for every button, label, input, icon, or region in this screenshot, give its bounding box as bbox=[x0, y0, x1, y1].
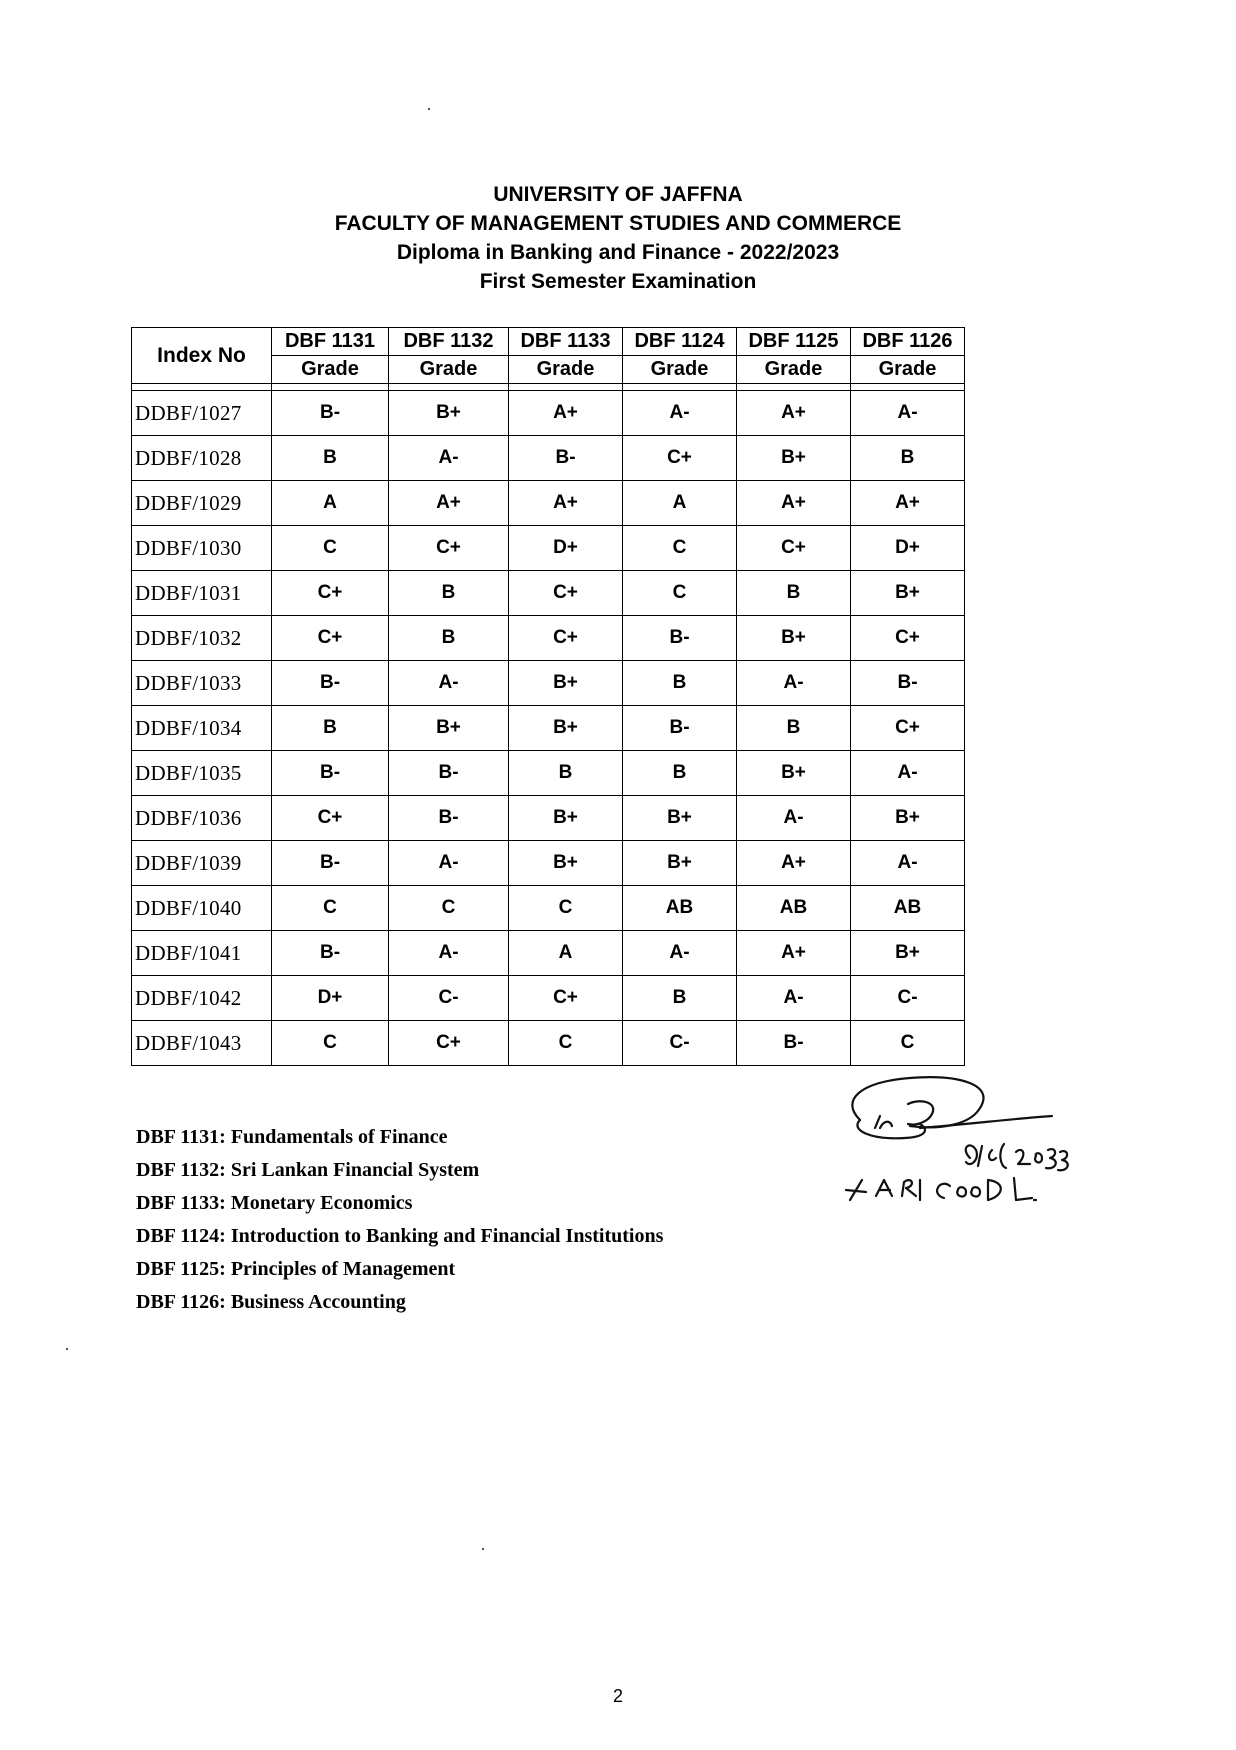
spacer-cell bbox=[132, 384, 272, 391]
grade-cell: D+ bbox=[272, 976, 389, 1021]
grade-cell: C+ bbox=[509, 571, 623, 616]
grade-cell: D+ bbox=[851, 526, 965, 571]
grade-cell: AB bbox=[737, 886, 851, 931]
programme-title: Diploma in Banking and Finance - 2022/2023 bbox=[396, 241, 840, 264]
grade-cell: C+ bbox=[851, 706, 965, 751]
grade-cell: A- bbox=[389, 931, 509, 976]
grade-cell: C bbox=[509, 886, 623, 931]
grade-header: Grade bbox=[509, 356, 623, 384]
grade-cell: B+ bbox=[851, 571, 965, 616]
grade-cell: A- bbox=[737, 976, 851, 1021]
grade-cell: B bbox=[389, 571, 509, 616]
grade-cell: B+ bbox=[509, 706, 623, 751]
grade-cell: A bbox=[272, 481, 389, 526]
grade-cell: B bbox=[623, 751, 737, 796]
course-header: DBF 1124 bbox=[623, 328, 737, 356]
index-no-cell: DDBF/1039 bbox=[132, 841, 272, 886]
grade-cell: B+ bbox=[623, 796, 737, 841]
legend-item: DBF 1133: Monetary Economics bbox=[136, 1192, 413, 1214]
grade-cell: B+ bbox=[737, 616, 851, 661]
exam-title: First Semester Examination bbox=[479, 270, 757, 293]
grade-cell: B- bbox=[272, 841, 389, 886]
grade-cell: A- bbox=[623, 931, 737, 976]
grade-cell: C bbox=[623, 526, 737, 571]
spacer-cell bbox=[851, 384, 965, 391]
grade-cell: A- bbox=[389, 436, 509, 481]
results-table bbox=[131, 327, 965, 1066]
course-header-row bbox=[132, 328, 965, 356]
grade-cell: A- bbox=[623, 391, 737, 436]
index-no-cell: DDBF/1041 bbox=[132, 931, 272, 976]
grade-cell: C+ bbox=[851, 616, 965, 661]
faculty-name: FACULTY OF MANAGEMENT STUDIES AND COMMERCE bbox=[334, 212, 902, 235]
page-number: 2 bbox=[612, 1686, 623, 1706]
grade-cell: B bbox=[737, 706, 851, 751]
grade-cell: B- bbox=[272, 751, 389, 796]
table-row bbox=[132, 931, 965, 976]
grade-cell: AB bbox=[623, 886, 737, 931]
spacer-cell bbox=[389, 384, 509, 391]
index-no-cell: DDBF/1043 bbox=[132, 1021, 272, 1066]
grade-cell: C- bbox=[851, 976, 965, 1021]
grade-cell: C bbox=[272, 526, 389, 571]
legend-item: DBF 1131: Fundamentals of Finance bbox=[136, 1126, 448, 1148]
grade-cell: B bbox=[851, 436, 965, 481]
table-row bbox=[132, 571, 965, 616]
table-row bbox=[132, 661, 965, 706]
index-no-cell: DDBF/1032 bbox=[132, 616, 272, 661]
table-row bbox=[132, 481, 965, 526]
grade-cell: A+ bbox=[509, 481, 623, 526]
table-row bbox=[132, 616, 965, 661]
grade-cell: A- bbox=[737, 661, 851, 706]
grade-cell: AB bbox=[851, 886, 965, 931]
grade-cell: B- bbox=[851, 661, 965, 706]
index-no-cell: DDBF/1030 bbox=[132, 526, 272, 571]
grade-cell: B bbox=[389, 616, 509, 661]
index-no-cell: DDBF/1036 bbox=[132, 796, 272, 841]
course-header: DBF 1132 bbox=[389, 328, 509, 356]
course-header: DBF 1126 bbox=[851, 328, 965, 356]
grade-cell: B- bbox=[389, 751, 509, 796]
index-no-cell: DDBF/1040 bbox=[132, 886, 272, 931]
table-row bbox=[132, 751, 965, 796]
table-row bbox=[132, 886, 965, 931]
legend-item: DBF 1126: Business Accounting bbox=[136, 1291, 406, 1313]
grade-cell: C+ bbox=[272, 616, 389, 661]
grade-cell: A- bbox=[851, 391, 965, 436]
index-no-header: Index No bbox=[132, 328, 272, 384]
grade-cell: B- bbox=[272, 931, 389, 976]
legend-item: DBF 1125: Principles of Management bbox=[136, 1258, 456, 1280]
header-spacer-row bbox=[132, 384, 965, 391]
grade-cell: B+ bbox=[851, 796, 965, 841]
results-body bbox=[132, 384, 965, 1066]
table-row bbox=[132, 841, 965, 886]
grade-cell: B- bbox=[272, 391, 389, 436]
grade-cell: C+ bbox=[509, 976, 623, 1021]
grade-cell: C- bbox=[389, 976, 509, 1021]
grade-cell: C+ bbox=[509, 616, 623, 661]
table-row bbox=[132, 391, 965, 436]
grade-cell: A+ bbox=[389, 481, 509, 526]
grade-cell: B- bbox=[272, 661, 389, 706]
index-no-cell: DDBF/1028 bbox=[132, 436, 272, 481]
grade-cell: B bbox=[272, 706, 389, 751]
index-no-cell: DDBF/1035 bbox=[132, 751, 272, 796]
university-name: UNIVERSITY OF JAFFNA bbox=[493, 183, 743, 206]
grade-cell: B+ bbox=[509, 796, 623, 841]
grade-cell: A- bbox=[851, 751, 965, 796]
handwritten-signature bbox=[820, 1070, 1080, 1220]
grade-header: Grade bbox=[851, 356, 965, 384]
grade-header: Grade bbox=[389, 356, 509, 384]
grade-cell: B+ bbox=[389, 706, 509, 751]
grade-header: Grade bbox=[737, 356, 851, 384]
grade-cell: C+ bbox=[623, 436, 737, 481]
index-no-cell: DDBF/1029 bbox=[132, 481, 272, 526]
grade-cell: A bbox=[623, 481, 737, 526]
grade-cell: C+ bbox=[389, 526, 509, 571]
grade-cell: A bbox=[509, 931, 623, 976]
index-no-cell: DDBF/1031 bbox=[132, 571, 272, 616]
table-row bbox=[132, 976, 965, 1021]
grade-cell: B- bbox=[623, 706, 737, 751]
scan-speck bbox=[66, 1348, 68, 1350]
grade-cell: C+ bbox=[737, 526, 851, 571]
index-no-cell: DDBF/1034 bbox=[132, 706, 272, 751]
grade-cell: B+ bbox=[737, 751, 851, 796]
grade-cell: B bbox=[737, 571, 851, 616]
grade-cell: B- bbox=[737, 1021, 851, 1066]
table-row bbox=[132, 526, 965, 571]
grade-cell: A- bbox=[389, 841, 509, 886]
grade-cell: C bbox=[623, 571, 737, 616]
grade-cell: C bbox=[389, 886, 509, 931]
legend-item: DBF 1124: Introduction to Banking and Financial Institutions bbox=[136, 1225, 664, 1247]
grade-cell: C- bbox=[623, 1021, 737, 1066]
scan-speck bbox=[482, 1548, 484, 1550]
course-header: DBF 1125 bbox=[737, 328, 851, 356]
grade-cell: A+ bbox=[851, 481, 965, 526]
grade-cell: B+ bbox=[389, 391, 509, 436]
document-header bbox=[0, 180, 1236, 296]
course-header: DBF 1133 bbox=[509, 328, 623, 356]
grade-cell: A- bbox=[737, 796, 851, 841]
grade-cell: C+ bbox=[272, 571, 389, 616]
grade-cell: B- bbox=[623, 616, 737, 661]
grade-cell: B+ bbox=[509, 841, 623, 886]
index-no-cell: DDBF/1033 bbox=[132, 661, 272, 706]
table-row bbox=[132, 706, 965, 751]
grade-cell: B+ bbox=[509, 661, 623, 706]
spacer-cell bbox=[272, 384, 389, 391]
grade-cell: C+ bbox=[272, 796, 389, 841]
course-legend bbox=[136, 1121, 663, 1319]
grade-cell: A+ bbox=[737, 481, 851, 526]
grade-cell: A- bbox=[851, 841, 965, 886]
table-row bbox=[132, 796, 965, 841]
course-header: DBF 1131 bbox=[272, 328, 389, 356]
grade-cell: C bbox=[509, 1021, 623, 1066]
spacer-cell bbox=[623, 384, 737, 391]
table-row bbox=[132, 436, 965, 481]
grade-header: Grade bbox=[272, 356, 389, 384]
index-no-cell: DDBF/1042 bbox=[132, 976, 272, 1021]
scan-speck bbox=[428, 108, 430, 110]
legend-item: DBF 1132: Sri Lankan Financial System bbox=[136, 1159, 480, 1181]
grade-cell: B+ bbox=[737, 436, 851, 481]
grade-cell: A+ bbox=[737, 841, 851, 886]
grade-cell: A- bbox=[389, 661, 509, 706]
index-no-cell: DDBF/1027 bbox=[132, 391, 272, 436]
grade-cell: C bbox=[272, 886, 389, 931]
grade-cell: C bbox=[851, 1021, 965, 1066]
grade-cell: D+ bbox=[509, 526, 623, 571]
grade-cell: B+ bbox=[851, 931, 965, 976]
grade-cell: A+ bbox=[737, 391, 851, 436]
grade-cell: B- bbox=[389, 796, 509, 841]
grade-cell: B bbox=[623, 661, 737, 706]
grade-cell: B- bbox=[509, 436, 623, 481]
table-row bbox=[132, 1021, 965, 1066]
grade-cell: B bbox=[272, 436, 389, 481]
spacer-cell bbox=[509, 384, 623, 391]
grade-header: Grade bbox=[623, 356, 737, 384]
grade-cell: B bbox=[509, 751, 623, 796]
grade-cell: B+ bbox=[623, 841, 737, 886]
grade-cell: A+ bbox=[509, 391, 623, 436]
grade-cell: A+ bbox=[737, 931, 851, 976]
grade-cell: C+ bbox=[389, 1021, 509, 1066]
spacer-cell bbox=[737, 384, 851, 391]
grade-cell: C bbox=[272, 1021, 389, 1066]
grade-cell: B bbox=[623, 976, 737, 1021]
